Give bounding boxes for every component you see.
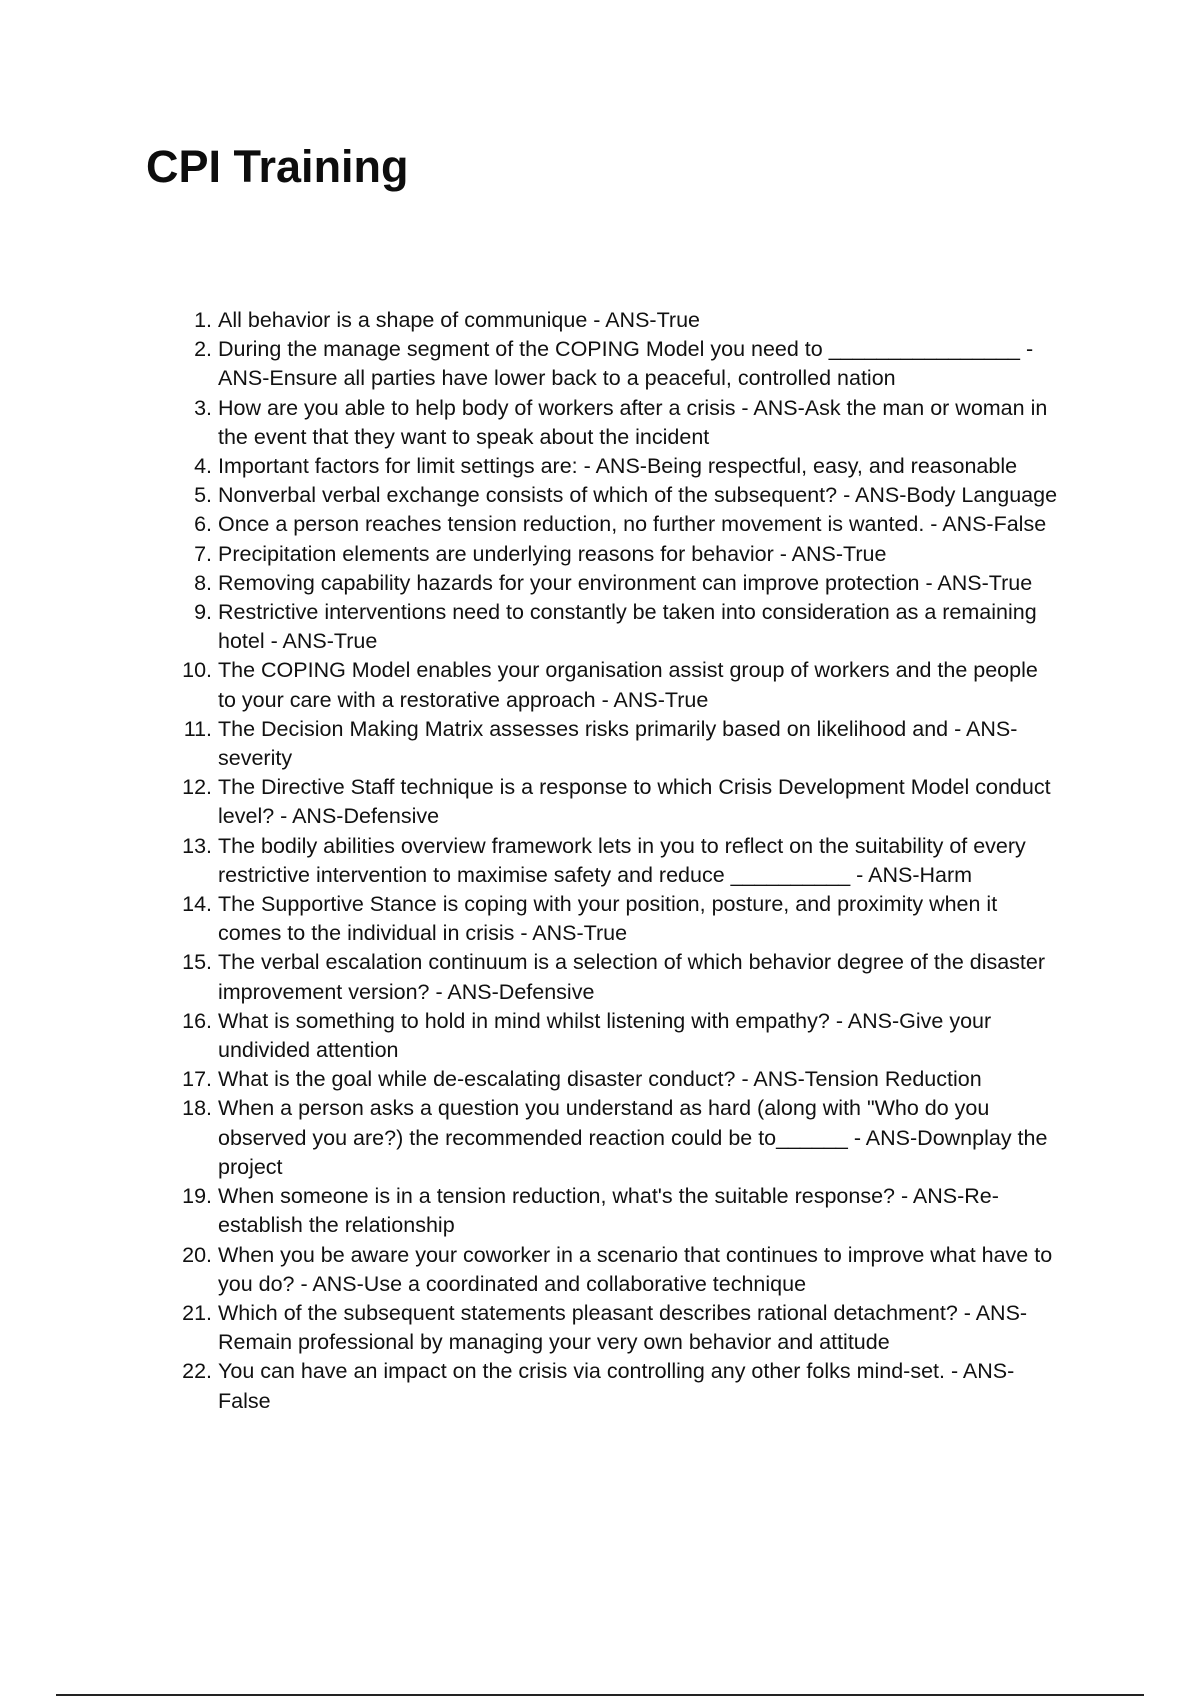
item-number: 22.	[182, 1359, 212, 1384]
list-item	[180, 1065, 1060, 1094]
item-number: 7.	[194, 541, 212, 566]
list-item	[180, 656, 1060, 714]
list-item	[180, 1299, 1060, 1357]
page-divider	[56, 1694, 1144, 1696]
item-text: The Directive Staff technique is a response to which Crisis Development Model conduct level? - ANS-Defensive	[218, 775, 1051, 829]
list-item	[180, 1357, 1060, 1415]
list-item	[180, 510, 1060, 539]
item-text: When someone is in a tension reduction, what's the suitable response? - ANS-Re-establish the relationship	[218, 1184, 999, 1238]
list-item	[180, 1241, 1060, 1299]
list-item	[180, 773, 1060, 831]
item-text: The Decision Making Matrix assesses risks primarily based on likelihood and - ANS-severity	[218, 716, 1018, 771]
item-number: 21.	[182, 1300, 212, 1325]
item-text: You can have an impact on the crisis via controlling any other folks mind-set. - ANS-False	[218, 1359, 1015, 1413]
list-item	[180, 394, 1060, 452]
list-item	[180, 715, 1060, 773]
item-text: What is the goal while de-escalating disaster conduct? - ANS-Tension Reduction	[218, 1067, 982, 1092]
item-number: 6.	[194, 512, 212, 537]
list-item	[180, 306, 1060, 335]
item-number: 18.	[182, 1096, 212, 1121]
list-item	[180, 1094, 1060, 1182]
item-number: 14.	[182, 892, 212, 917]
item-number: 8.	[194, 570, 212, 595]
item-text: Once a person reaches tension reduction, no further movement is wanted. - ANS-False	[218, 512, 1047, 537]
item-number: 1.	[194, 308, 212, 332]
item-text: Precipitation elements are underlying reasons for behavior - ANS-True	[218, 541, 887, 566]
item-text: Restrictive interventions need to constantly be taken into consideration as a remaining hotel - ANS-True	[218, 600, 1037, 654]
list-item	[180, 1182, 1060, 1240]
item-number: 4.	[194, 454, 212, 479]
item-number: 13.	[182, 833, 212, 858]
list-item	[180, 890, 1060, 948]
item-text: Nonverbal verbal exchange consists of which of the subsequent? - ANS-Body Language	[218, 483, 1058, 508]
item-number: 17.	[182, 1067, 212, 1092]
item-number: 5.	[194, 483, 212, 508]
item-number: 11.	[183, 716, 212, 741]
item-number: 2.	[194, 337, 212, 362]
item-text: When a person asks a question you understand as hard (along with "Who do you observed you are?) the recommended reaction could be to______ - ANS-Downplay the project	[218, 1096, 1048, 1179]
item-number: 20.	[182, 1242, 212, 1267]
item-number: 16.	[182, 1008, 212, 1033]
item-text: The COPING Model enables your organisation assist group of workers and the people to your care with a restorative approach - ANS-True	[218, 658, 1038, 712]
item-number: 3.	[194, 395, 212, 420]
item-text: The Supportive Stance is coping with your position, posture, and proximity when it comes to the individual in crisis - ANS-True	[218, 892, 998, 946]
question-list	[180, 306, 1060, 1416]
list-item	[180, 540, 1060, 569]
item-number: 19.	[182, 1184, 212, 1209]
item-number: 12.	[182, 775, 212, 800]
list-item	[180, 335, 1060, 393]
item-text: When you be aware your coworker in a scenario that continues to improve what have to you do? - ANS-Use a coordinated and collaborative technique	[218, 1242, 1053, 1296]
item-number: 15.	[182, 950, 212, 975]
item-number: 10.	[182, 658, 212, 683]
item-text: During the manage segment of the COPING Model you need to ________________ - ANS-Ensure all parties have lower back to a peaceful, controlled nation	[218, 337, 1034, 391]
item-text: How are you able to help body of workers after a crisis - ANS-Ask the man or woman in the event that they want to speak about the incident	[218, 395, 1048, 449]
list-item	[180, 1007, 1060, 1065]
item-text: The verbal escalation continuum is a selection of which behavior degree of the disaster improvement version? - ANS-Defensive	[218, 950, 1046, 1004]
list-item	[180, 481, 1060, 510]
list-item	[180, 832, 1060, 890]
list-item	[180, 569, 1060, 598]
item-text: Which of the subsequent statements pleasant describes rational detachment? - ANS-Remain professional by managing your very own behavior and attitude	[218, 1300, 1028, 1355]
list-item	[180, 948, 1060, 1006]
item-number: 9.	[194, 600, 212, 625]
page-title: CPI Training	[146, 141, 409, 192]
item-text: What is something to hold in mind whilst listening with empathy? - ANS-Give your undivided attention	[218, 1008, 992, 1063]
list-item	[180, 598, 1060, 656]
item-text: All behavior is a shape of communique - ANS-True	[218, 308, 700, 332]
item-text: Important factors for limit settings are: - ANS-Being respectful, easy, and reasonable	[218, 454, 1018, 479]
list-item	[180, 452, 1060, 481]
item-text: Removing capability hazards for your environment can improve protection - ANS-True	[218, 570, 1033, 595]
item-text: The bodily abilities overview framework lets in you to reflect on the suitability of every restrictive intervention to maximise safety and reduce __________ - ANS-Harm	[218, 833, 1026, 887]
